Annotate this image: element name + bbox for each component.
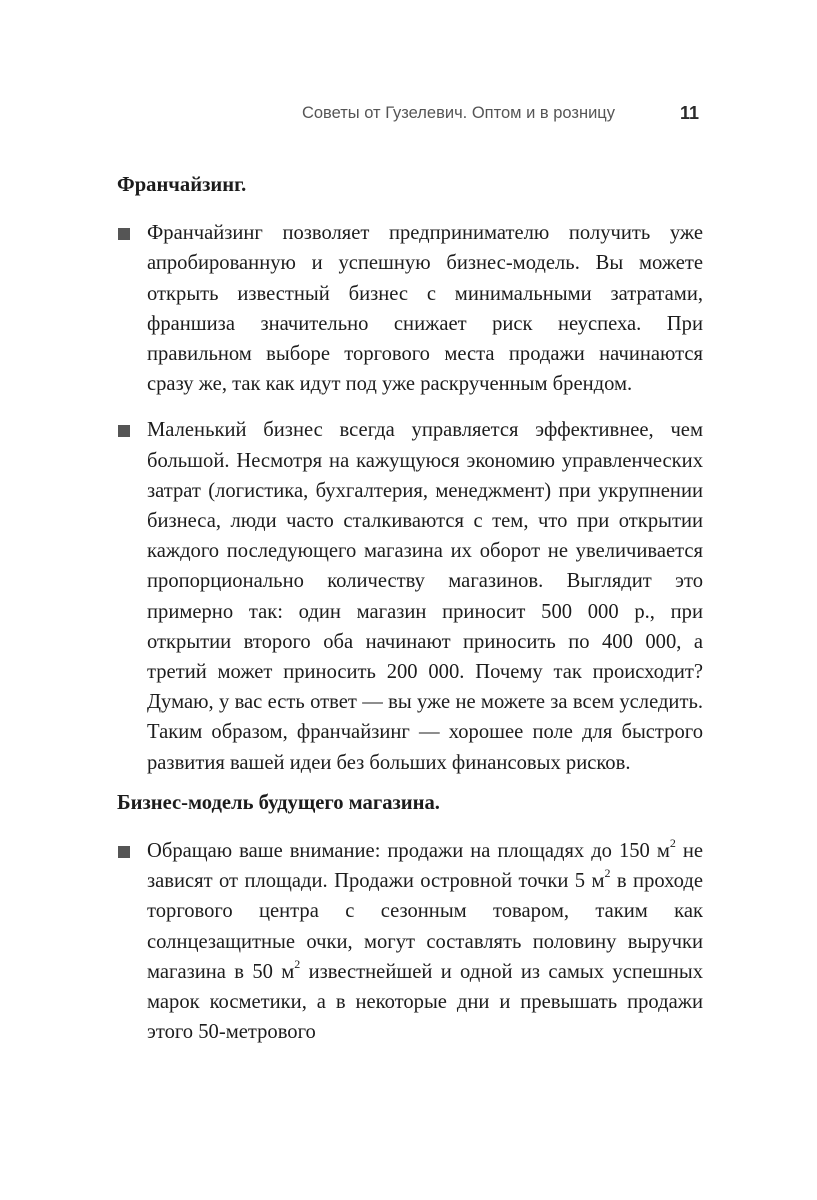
- header-title: Советы от Гузелевич. Оптом и в розницу: [301, 104, 615, 122]
- page-number: 11: [679, 103, 699, 123]
- list-item-text: Франчайзинг позволяет предпринимателю получить уже апробированную и успешную бизнес-модель. Вы можете открыть известный бизнес с минимальными затратами, франшиза значительно снижает риск неуспеха. При правильном выборе торгового места продажи начинаются сразу же, так как идут под уже раскрученным брендом.: [147, 222, 703, 396]
- section-heading-franchising: Франчайзинг.: [117, 174, 247, 196]
- running-header: [117, 104, 701, 128]
- franchising-list: [117, 218, 703, 778]
- list-item-text: Обращаю ваше внимание: продажи на площадях до 150 $м^2$ не зависят от площади. Продажи островной точки 5 $м^2$ в проходе торгового центра с сезонным товаром, таким как солнцезащитные очки, могут составлять половину выручки магазина в 50 $м^2$ известнейшей и одной из самых успешных марок косметики, а в некоторые дни и превышать продажи этого 50-метрового: [147, 836, 704, 1044]
- square-bullet-icon: [118, 846, 130, 858]
- page-content: [117, 170, 703, 1047]
- list-item-text: Маленький бизнес всегда управляется эффективнее, чем большой. Несмотря на кажущуюся экономию управленческих затрат (логистика, бухгалтерия, менеджмент) при укрупнении бизнеса, люди часто сталкиваются с тем, что при открытии каждого последующего магазина их оборот не увеличивается пропорционально количеству магазинов. Выглядит это примерно так: один магазин приносит 500 000 р., при открытии второго оба начинают приносить по 400 000, а третий может приносить 200 000. Почему так происходит? Думаю, у вас есть ответ — вы уже не можете за всем уследить. Таким образом, франчайзинг — хорошее поле для быстрого развития вашей идеи без больших финансовых рисков.: [147, 419, 703, 774]
- list-item: [117, 415, 703, 777]
- list-item: [117, 836, 703, 1047]
- square-bullet-icon: [118, 425, 130, 437]
- list-item: [117, 218, 703, 399]
- section-heading-business-model: Бизнес-модель будущего магазина.: [117, 791, 440, 814]
- square-bullet-icon: [118, 228, 130, 240]
- business-model-list: [117, 836, 703, 1047]
